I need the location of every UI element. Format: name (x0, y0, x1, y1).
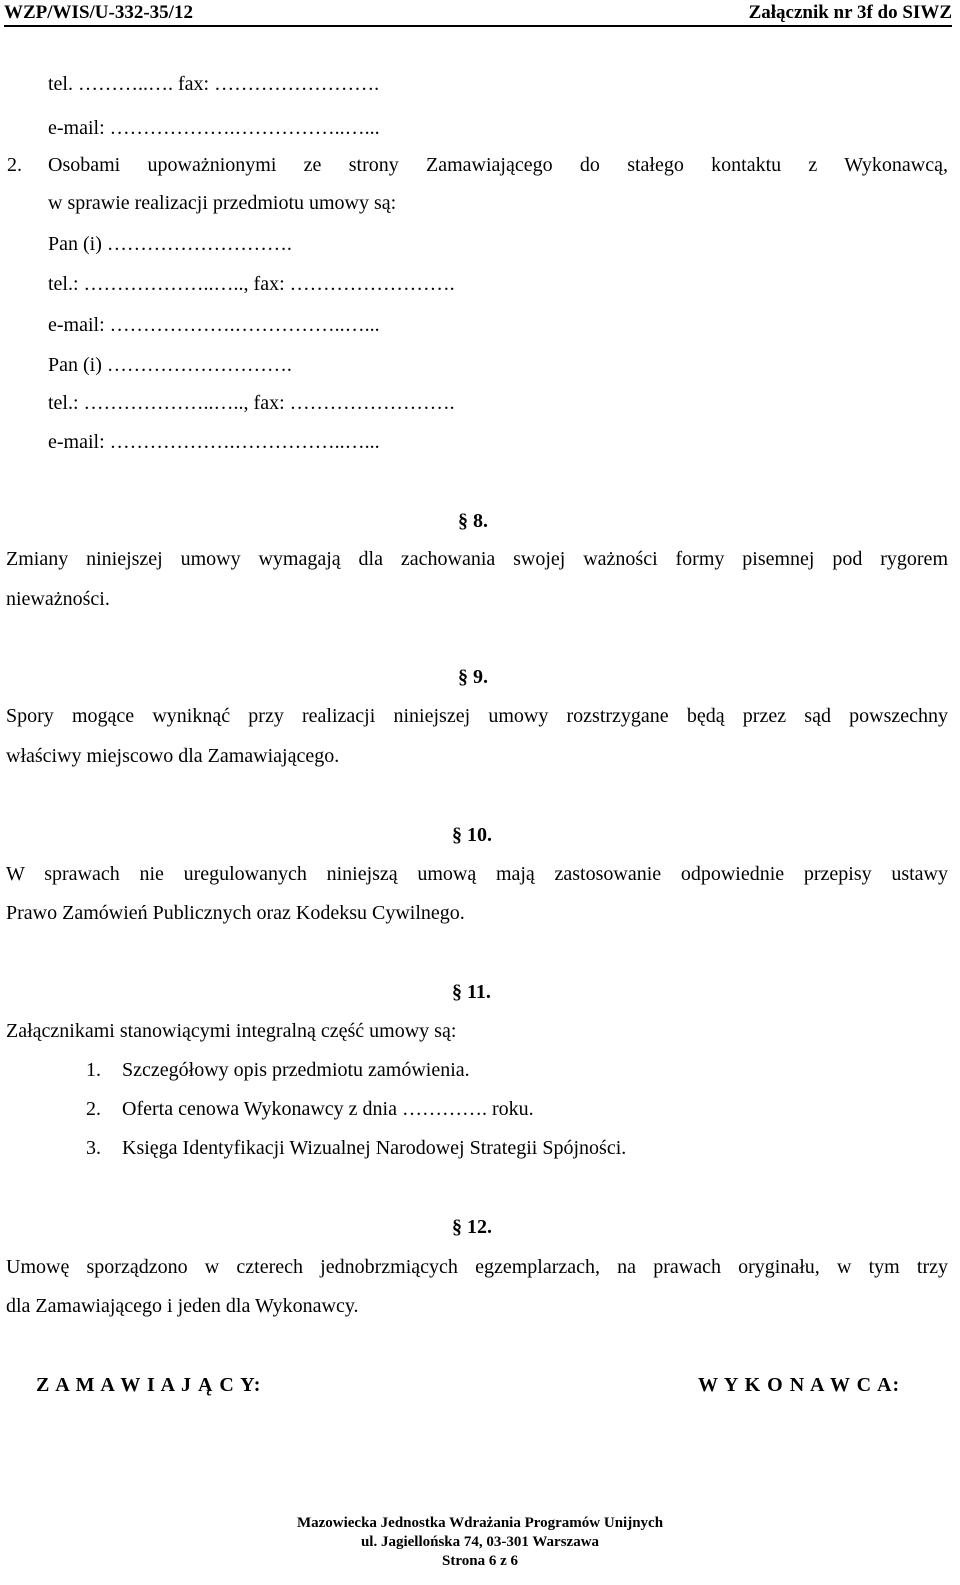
section-11-title: § 11. (452, 981, 491, 1003)
contact-email: e-mail: ……………….……………..…... (48, 117, 380, 139)
page-header (4, 0, 952, 28)
section-12-title: § 12. (452, 1216, 492, 1238)
section-8-title: § 8. (458, 510, 488, 532)
signature-contractor: W Y K O N A W C A: (698, 1374, 901, 1396)
list-item-text: Księga Identyfikacji Wizualnej Narodowej Strategii Spójności. (122, 1137, 627, 1159)
header-rule (4, 25, 952, 27)
list-item-text: Szczegółowy opis przedmiotu zamówienia. (122, 1059, 470, 1081)
person-1-tel: tel.: ………………..….., fax: ……………………. (48, 273, 455, 295)
section-10-line-1: W sprawach nie uregulowanych niniejszą umową mają zastosowanie odpowiednie przepisy ustawy (6, 863, 948, 885)
person-2-email: e-mail: ……………….……………..…... (48, 431, 380, 453)
item-2-number: 2. (7, 154, 22, 176)
person-1-name: Pan (i) ………………………. (48, 233, 292, 255)
footer-organization: Mazowiecka Jednostka Wdrażania Programów Unijnych (296, 1515, 664, 1531)
attachment-label: Załącznik nr 3f do SIWZ (748, 2, 952, 23)
section-12-line-2: dla Zamawiającego i jeden dla Wykonawcy. (6, 1295, 359, 1317)
section-9-title: § 9. (458, 666, 488, 688)
person-2-name: Pan (i) ………………………. (48, 354, 292, 376)
person-2-tel: tel.: ………………..….., fax: ……………………. (48, 392, 455, 414)
section-8-line-2: nieważności. (6, 588, 110, 610)
list-item-number: 3. (86, 1137, 101, 1159)
section-12-line-1: Umowę sporządzono w czterech jednobrzmiących egzemplarzach, na prawach oryginału, w tym trzy (6, 1256, 948, 1278)
list-item-text: Oferta cenowa Wykonawcy z dnia …………. roku. (122, 1098, 534, 1120)
footer-address: ul. Jagiellońska 74, 03-301 Warszawa (360, 1534, 600, 1550)
list-item-number: 1. (86, 1059, 101, 1081)
section-11-intro: Załącznikami stanowiącymi integralną część umowy są: (6, 1020, 457, 1042)
item-2-line-1: Osobami upoważnionymi ze strony Zamawiającego do stałego kontaktu z Wykonawcą, (48, 154, 948, 176)
person-1-email: e-mail: ……………….……………..…... (48, 314, 380, 336)
list-item-number: 2. (86, 1098, 101, 1120)
document-reference: WZP/WIS/U-332-35/12 (4, 2, 193, 23)
item-2-line-2: w sprawie realizacji przedmiotu umowy są: (48, 192, 397, 214)
section-9-line-1: Spory mogące wyniknąć przy realizacji niniejszej umowy rozstrzygane będą przez sąd powszechny (6, 705, 948, 727)
section-10-line-2: Prawo Zamówień Publicznych oraz Kodeksu Cywilnego. (6, 902, 465, 924)
contact-tel-fax: tel. ………..…. fax: ……………………. (48, 73, 380, 95)
footer-page-number: Strona 6 z 6 (442, 1553, 518, 1569)
section-9-line-2: właściwy miejscowo dla Zamawiającego. (6, 745, 340, 767)
section-10-title: § 10. (452, 824, 492, 846)
section-8-line-1: Zmiany niniejszej umowy wymagają dla zachowania swojej ważności formy pisemnej pod rygorem (6, 548, 948, 570)
signature-ordering-party: Z A M A W I A J Ą C Y: (36, 1374, 262, 1396)
